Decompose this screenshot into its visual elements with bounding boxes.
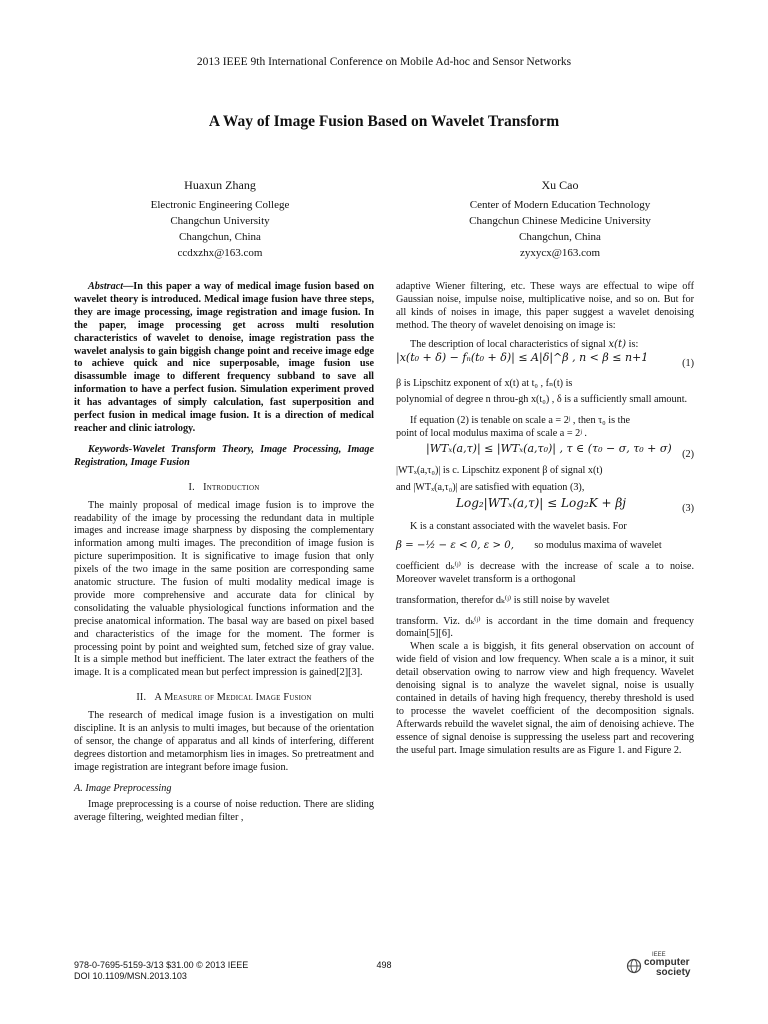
paragraph-beta bbox=[396, 540, 694, 553]
equation-2 bbox=[396, 443, 694, 463]
paragraph-polynomial: polynomial of degree n throu-gh x(t₀) , δ is a sufficiently small amount. bbox=[396, 394, 688, 406]
equation-1-body: |x(t₀ + δ) − fₙ(t₀ + δ)| ≤ A|δ|^β , n < β ≤ n+1 bbox=[396, 350, 649, 364]
paragraph-orthogonal: transformation, therefor dₖ⁽ʲ⁾ is still noise by wavelet bbox=[396, 594, 610, 606]
author-city: Changchun, China bbox=[179, 231, 261, 243]
logo-computer-text: computer bbox=[644, 957, 690, 968]
author-city: Changchun, China bbox=[519, 231, 601, 243]
footer-isbn: 978-0-7695-5159-3/13 $31.00 © 2013 IEEE bbox=[74, 960, 249, 970]
introduction-text: The mainly proposal of medical image fusion is to improve the readability of the image by processing the redundant data in multiple images and increase image sharpness by disposing the complementary information among multi images. The precondition of image fusion is picture superimposition. It is significative to image fusion that only pixels of the two image in the same position are corresponding same anatomic structure. The fusion of multi modality medical image is provide more comprehensive and accurate data for clinical by consolidating the valuable physiological functions information and the precise anatomical information. The basal way are based on pixel based and characteristics of the image for the moment. The former is processing point by point and weighted sum, fetched size of gray value. It is a simple method but inefficient. The later extract the feathers of the image. It is a complicated mean but perfect impression is gained[2][3]. bbox=[74, 499, 374, 679]
equation-2-number: (2) bbox=[682, 449, 694, 461]
section-title: A Measure of Medical Image Fusion bbox=[154, 692, 312, 704]
logo-society-text: society bbox=[656, 967, 691, 978]
author-university: Changchun Chinese Medicine University bbox=[469, 215, 651, 227]
equation-3-number: (3) bbox=[682, 502, 694, 514]
paragraph-coefficient: coefficient dₖ⁽ʲ⁾ is decrease with the increase of scale a to noise. Moreover wavelet transform is a orthogonal bbox=[396, 560, 694, 585]
abstract-text: —In this paper a way of medical image fusion based on wavelet theory is introduced. Medical image fusion have three steps, they are image processing, image registration and image fusion. In the paper, image processing get across multi resolution characteristics of wavelet to denoise, image registration pass the wavelet analysis to gain biggish change point and receive image edge to achieve quick and nice superposable, image fusion use disassumble image to different frequency subband to save all information to have a perfect fusion. Simulation experiment proved it has advantages of simply calculation, fast superposition and perfect fusion in medical image fusion. It is a direction of medical reacher and clinic iatrology. bbox=[74, 281, 374, 434]
section-number: I. bbox=[188, 481, 195, 493]
section-heading-measure bbox=[74, 692, 374, 705]
author-email: ccdxzhx@163.com bbox=[177, 247, 263, 259]
section-number: II. bbox=[136, 692, 147, 704]
abstract bbox=[74, 281, 374, 436]
text: The description of local characteristics of signal bbox=[410, 338, 609, 350]
signal-symbol: x(t) bbox=[608, 338, 627, 350]
equation-1 bbox=[396, 352, 694, 372]
preprocessing-text: Image preprocessing is a course of noise reduction. There are sliding average filtering, weighted median filter , bbox=[74, 798, 374, 823]
paragraph-lipschitz: β is Lipschitz exponent of x(t) at t₀ , fₙ(t) is bbox=[396, 377, 573, 389]
paragraph-time-domain: transform. Viz. dₖ⁽ʲ⁾ is accordant in the time domain and frequency domain[5][6]. bbox=[396, 615, 694, 640]
abstract-label: Abstract bbox=[88, 281, 124, 292]
paragraph-filtering: adaptive Wiener filtering, etc. These ways are effectual to wipe off Gaussian noise, impulse noise, multiplicative noise, and so on. But for all kinds of noises in image, this paper suggest a wavelet denoising method. The theory of wavelet denoising on image is: bbox=[396, 281, 694, 331]
footer-doi: DOI 10.1109/MSN.2013.103 bbox=[74, 971, 187, 981]
logo-ieee-text: IEEE bbox=[652, 952, 666, 958]
author-name: Xu Cao bbox=[541, 178, 579, 192]
author-affiliation: Electronic Engineering College bbox=[150, 199, 290, 211]
section-title: Introduction bbox=[203, 481, 260, 493]
equation-1-number: (1) bbox=[682, 357, 694, 369]
paragraph-constant: K is a constant associated with the wavelet basis. For bbox=[410, 520, 627, 532]
paper-title: A Way of Image Fusion Based on Wavelet Transform bbox=[208, 113, 560, 130]
subsection-heading-preprocessing: A. Image Preprocessing bbox=[74, 782, 172, 794]
author-university: Changchun University bbox=[170, 215, 270, 227]
text: so modulus maxima of wavelet bbox=[534, 539, 662, 551]
computer-society-logo bbox=[626, 952, 696, 980]
paragraph-scale: If equation (2) is tenable on scale a = 2ʲ , then τ₀ is the bbox=[410, 415, 631, 427]
paragraph-modulus-maxima: point of local modulus maxima of scale a = 2ʲ . bbox=[396, 428, 587, 440]
globe-icon bbox=[626, 958, 642, 974]
author-name: Huaxun Zhang bbox=[184, 178, 256, 192]
author-block-1 bbox=[110, 177, 330, 261]
left-column bbox=[74, 281, 374, 824]
page-number: 498 bbox=[376, 960, 392, 970]
paragraph-satisfied: and |WTₓ(a,τ₀)| are satisfied with equation (3), bbox=[396, 482, 585, 494]
keywords: Keywords-Wavelet Transform Theory, Image Processing, Image Registration, Image Fusion bbox=[74, 443, 374, 468]
footer-isbn-block bbox=[74, 960, 248, 982]
paragraph-scale-observation: When scale a is biggish, it fits general observation on account of wide field of vision and low frequency. When scale a is a minor, it suit detail observation owing to narrow view and high frequency. Wavelet denoising signal is to analyze the wavelet signal, noise is usually contained in details of having high frequency, thereby threshold is used to processe the wavelet coefficient of the decomposition signals. Afterwards rebuild the wavelet signal, the aim of denoising achieve. The essence of signal denoise is suppressing the useless part and recovering the useful part. Image simulation results are as Figure 1. and Figure 2. bbox=[396, 641, 694, 756]
measure-text: The research of medical image fusion is a investigation on multi discipline. It is an anlysis to multi images, but because of the orientation of sensor, the change of apparatus and all kinds of interfering, different degrees distortion and metamorphism lies in images. So pretreatment and image registration are integrant before image fusion. bbox=[74, 710, 374, 773]
beta-equation: β = −½ − ε < 0, ε > 0, bbox=[396, 539, 514, 551]
author-affiliation: Center of Modern Education Technology bbox=[469, 199, 651, 211]
author-block-2 bbox=[420, 177, 700, 261]
author-email: zyxycx@163.com bbox=[519, 247, 601, 259]
equation-3 bbox=[396, 497, 694, 517]
equation-3-body: Log₂|WTₓ(a,τ)| ≤ Log₂K + βj bbox=[456, 495, 627, 510]
text: is: bbox=[626, 338, 639, 350]
right-column bbox=[396, 281, 694, 757]
equation-2-body: |WTₓ(a,τ)| ≤ |WTₓ(a,τ₀)| , τ ∈ (τ₀ − σ, τ₀ + σ) bbox=[426, 442, 672, 456]
paragraph-wt-lipschitz: |WTₓ(a,τ₀)| is c. Lipschitz exponent β of signal x(t) bbox=[396, 465, 603, 477]
section-heading-introduction bbox=[74, 482, 374, 495]
conference-header: 2013 IEEE 9th International Conference on Mobile Ad-hoc and Sensor Networks bbox=[196, 56, 572, 68]
